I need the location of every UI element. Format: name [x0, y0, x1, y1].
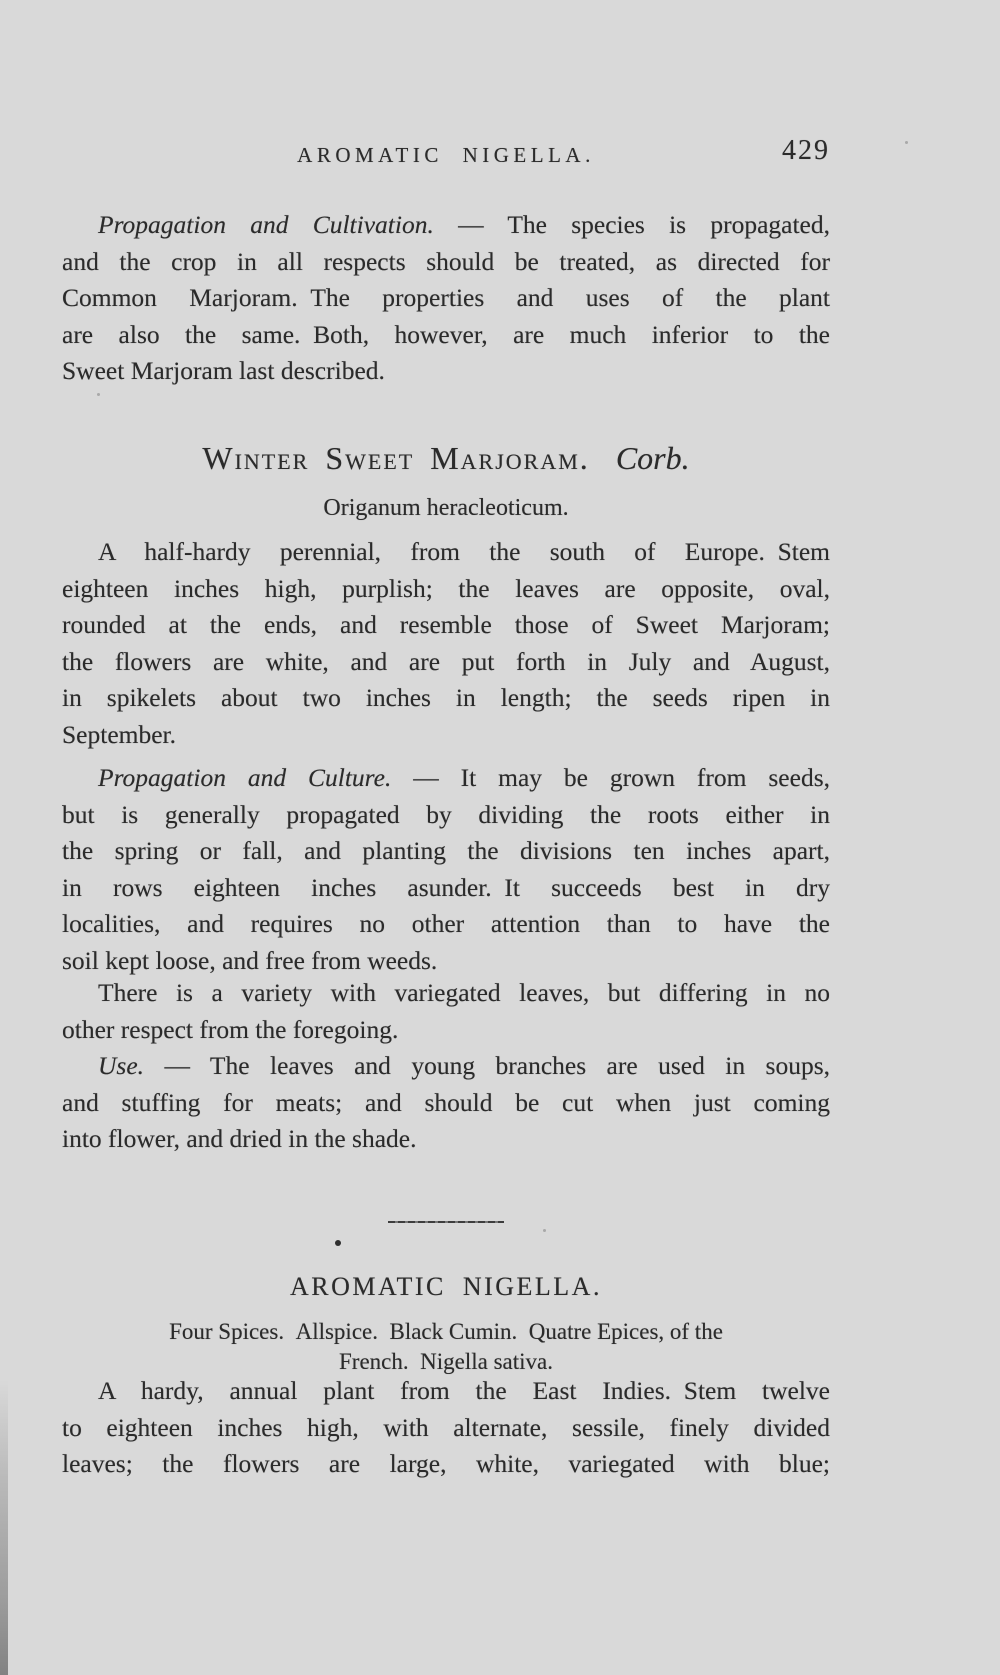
- paragraph-use: [62, 1048, 830, 1158]
- text-line: Sweet Marjoram last described.: [62, 356, 385, 386]
- text-line: [62, 760, 830, 797]
- paragraph-nigella-description: [62, 1373, 830, 1483]
- paper-speck: [905, 141, 908, 144]
- text-line: into flower, and dried in the shade.: [62, 1124, 417, 1154]
- text-line: the flowers are white, and are put forth in July and August,: [62, 646, 830, 676]
- text-line: to eighteen inches high, with alternate, sessile, finely divided: [62, 1412, 830, 1442]
- text-run: — The species is propagated,: [433, 210, 830, 239]
- text-line: but is generally propagated by dividing the roots either in: [62, 799, 830, 829]
- section-divider-rule: [388, 1221, 504, 1223]
- paper-speck: [97, 393, 100, 396]
- text-line: in spikelets about two inches in length; the seeds ripen in: [62, 683, 830, 713]
- running-head: [62, 135, 830, 172]
- latin-name-origanum: Origanum heracleoticum.: [323, 495, 569, 521]
- italic-lead-in: Propagation and Culture.: [98, 763, 392, 792]
- section-heading-winter-sweet-marjoram: [62, 438, 830, 478]
- text-line: in rows eighteen inches asunder. It succeeds best in dry: [62, 872, 830, 902]
- ink-spot-artifact: [335, 1240, 341, 1246]
- text-line: [62, 207, 830, 244]
- text-line: and the crop in all respects should be treated, as directed for: [62, 246, 830, 276]
- text-line: eighteen inches high, purplish; the leaves are opposite, oval,: [62, 573, 830, 603]
- text-line: localities, and requires no other attention than to have the: [62, 909, 830, 939]
- text-line: and stuffing for meats; and should be cut when just coming: [62, 1087, 830, 1117]
- text-line: are also the same. Both, however, are much inferior to the: [62, 319, 830, 349]
- paragraph-propagation-and-cultivation: [62, 207, 830, 390]
- text-line: Common Marjoram. The properties and uses of the plant: [62, 283, 830, 313]
- common-names-line: Four Spices. Allspice. Black Cumin. Quatre Epices, of the: [169, 1319, 723, 1344]
- paragraph-propagation-and-culture: [62, 760, 830, 980]
- italic-lead-in: Use.: [98, 1051, 145, 1080]
- text-line: rounded at the ends, and resemble those of Sweet Marjoram;: [62, 610, 830, 640]
- paper-speck: [543, 1229, 546, 1232]
- heading-plant-name: Winter Sweet Marjoram.: [202, 440, 590, 476]
- page-number: 429: [782, 135, 830, 166]
- common-names-block: [62, 1317, 830, 1377]
- text-run: — It may be grown from seeds,: [391, 763, 830, 792]
- text-line: There is a variety with variegated leaves, but differing in no: [98, 978, 830, 1007]
- heading-authority: Corb.: [615, 440, 690, 476]
- text-line: the spring or fall, and planting the divisions ten inches apart,: [62, 836, 830, 866]
- text-line: leaves; the flowers are large, white, variegated with blue;: [62, 1449, 830, 1479]
- text-line: A hardy, annual plant from the East Indies. Stem twelve: [98, 1376, 830, 1405]
- italic-lead-in: Propagation and Cultivation.: [98, 210, 434, 239]
- section-heading-aromatic-nigella: AROMATIC NIGELLA.: [290, 1272, 602, 1301]
- paragraph-marjoram-description: [62, 534, 830, 754]
- paragraph-variegated-variety: [62, 975, 830, 1048]
- text-run: — The leaves and young branches are used in soups,: [144, 1051, 830, 1080]
- scan-edge-artifact: [0, 1380, 8, 1675]
- common-names-line: French. Nigella sativa.: [339, 1349, 553, 1374]
- running-head-title: AROMATIC NIGELLA.: [297, 143, 595, 167]
- text-line: soil kept loose, and free from weeds.: [62, 945, 438, 975]
- text-line: other respect from the foregoing.: [62, 1014, 399, 1044]
- text-line: September.: [62, 719, 177, 749]
- text-line: A half-hardy perennial, from the south of Europe. Stem: [98, 537, 830, 566]
- text-line: [62, 1048, 830, 1085]
